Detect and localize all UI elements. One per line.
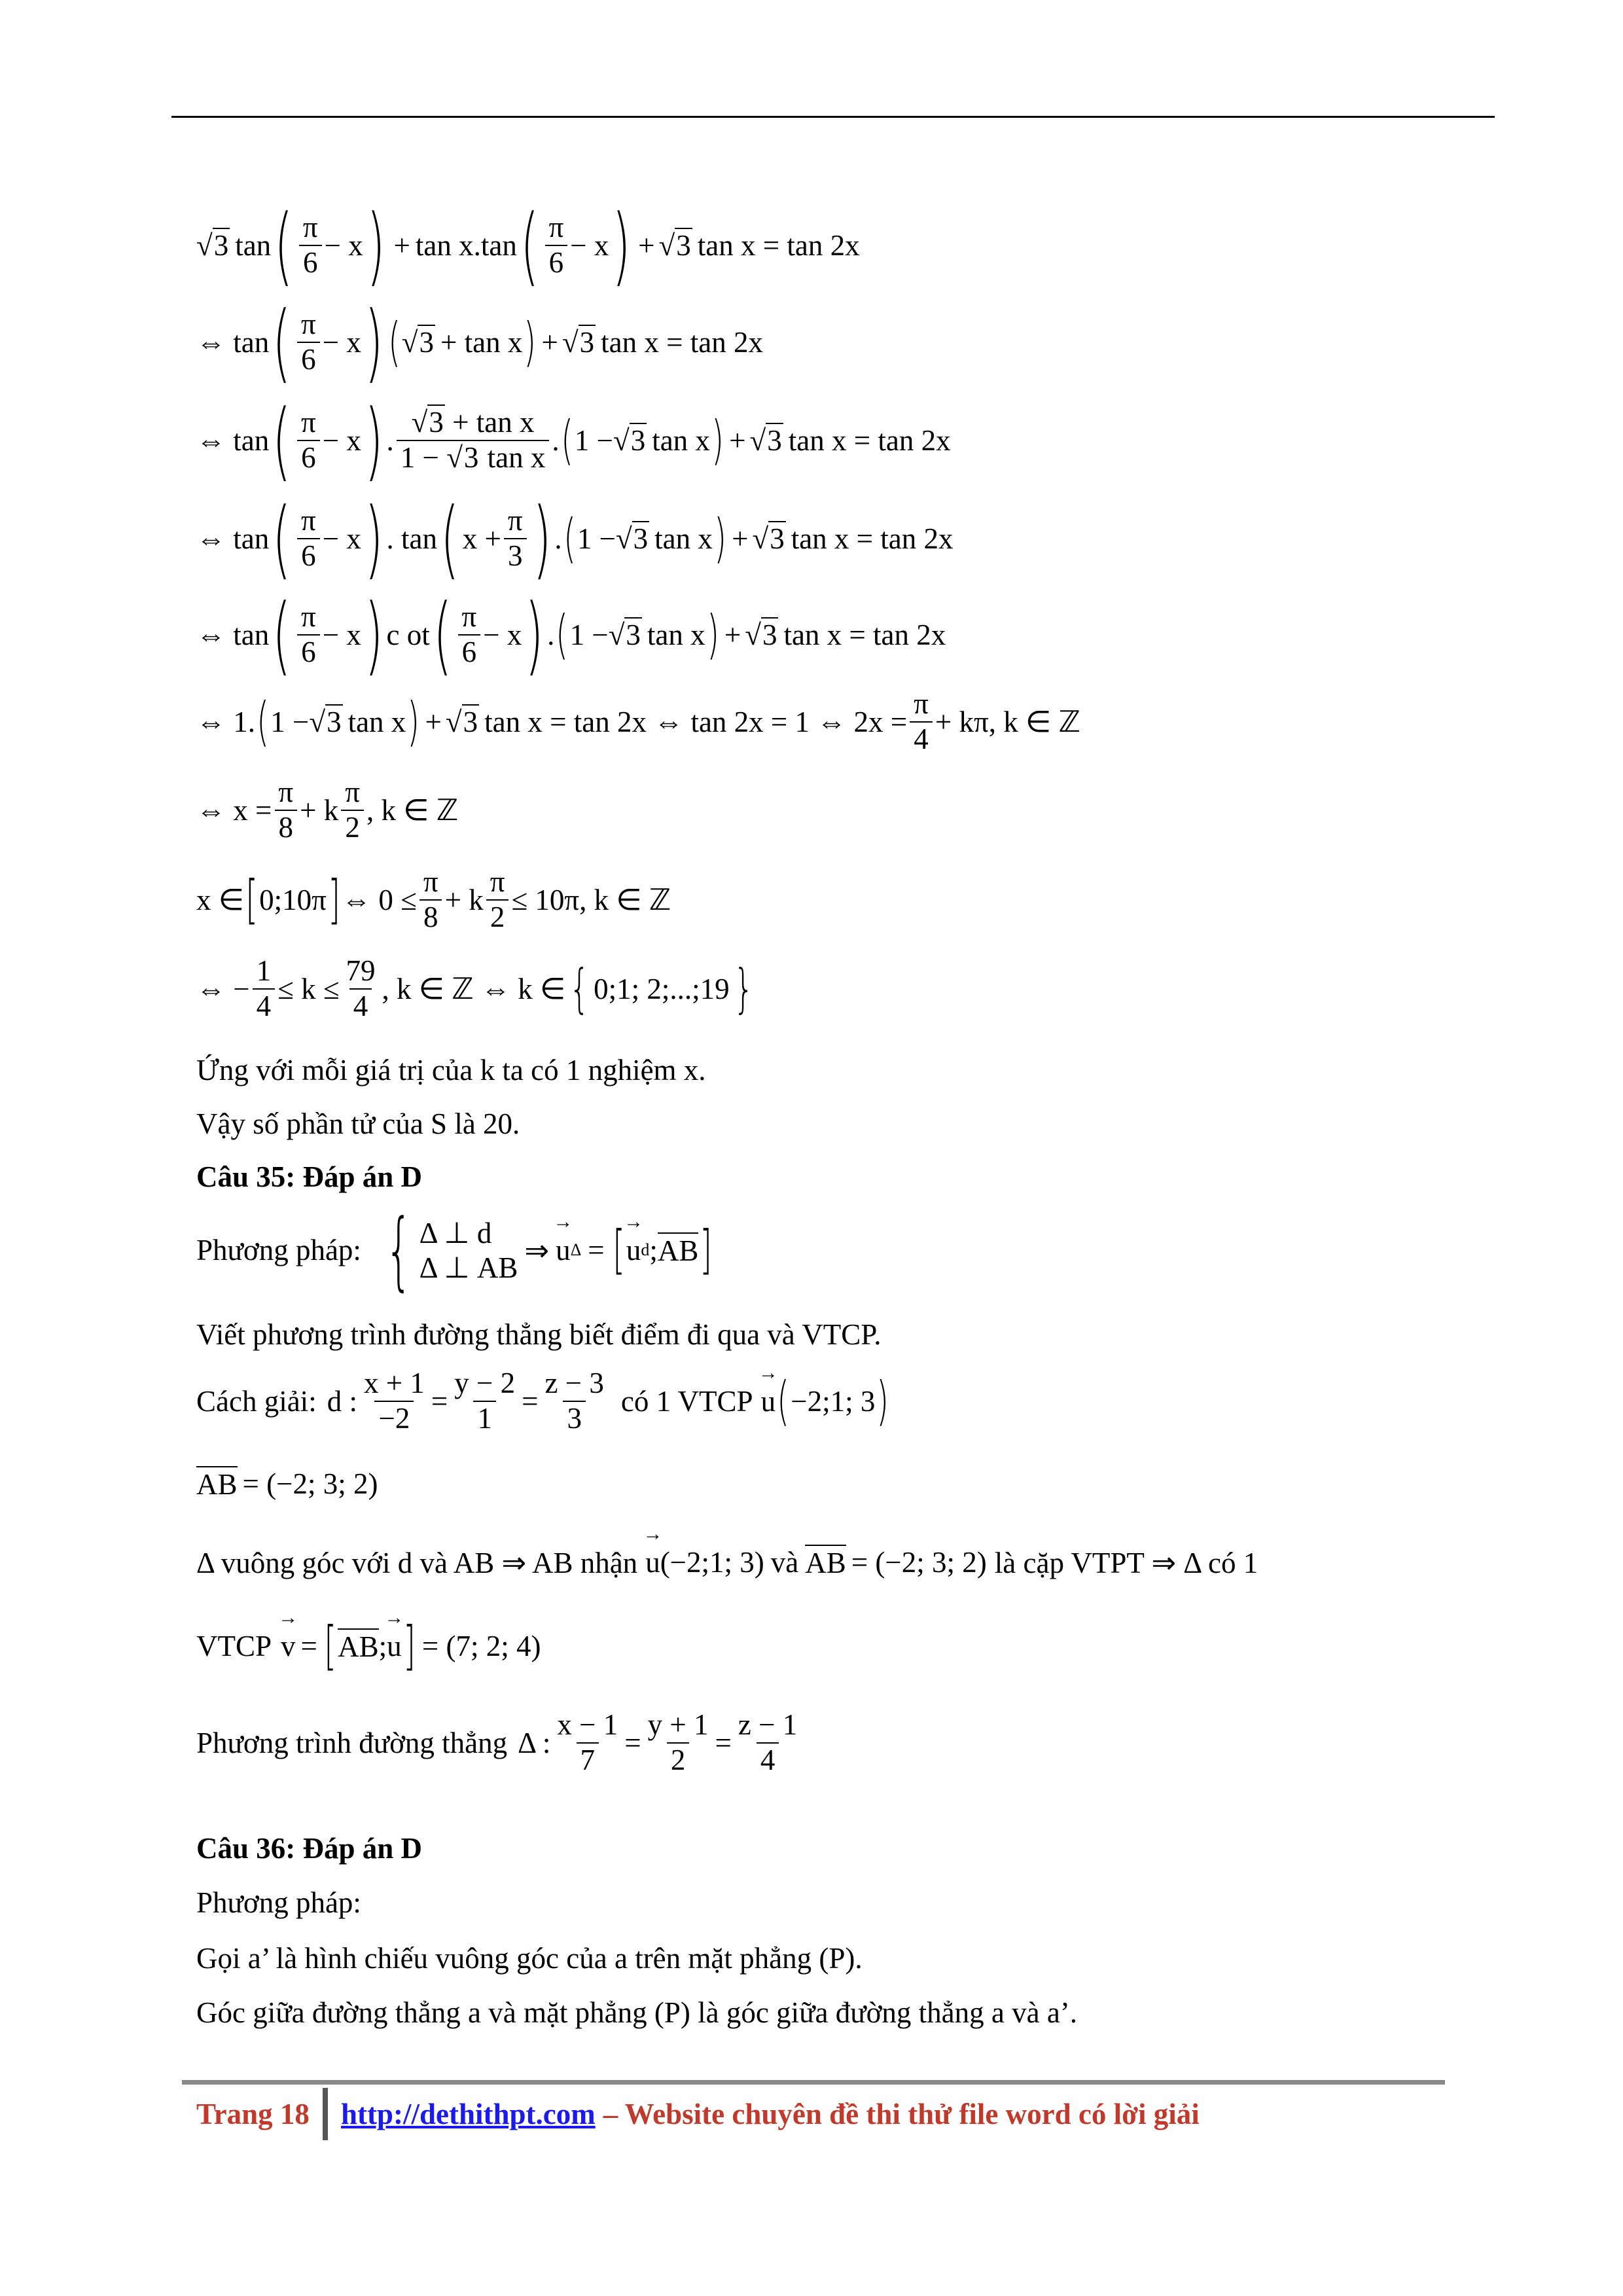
q35-vtcp-line: VTCP → v = [ AB ; → u ] = (7; 2; 4) [196, 1620, 541, 1672]
q35-perp-line: Δ vuông góc với d và AB ⇒ AB nhận → u (−2;1; 3) và AB = (−2; 3; 2) là cặp VTPT ⇒ Δ có 1 [196, 1545, 1258, 1580]
q35-solution-line: Cách giải: d : $\frac{x + 1}{-2}$ = $\frac{y - 2}{1}$ = $\frac{z - 3}{3}$ có 1 VTCP → u ( −2;1; 3 ) [196, 1367, 891, 1436]
equation-line-7: ⇔ x = $\frac{\pi}{8}$ + k $\frac{\pi}{2}$ , k ∈ ℤ [196, 776, 459, 844]
footer-link[interactable]: http://dethithpt.com [340, 2098, 596, 2130]
equation-line-4: ⇔ tan ( $\frac{\pi}{6}$ − x ) . tan ( x + $\frac{\pi}{3}$ ) . ( 1 − √ 3 tan x ) + √ 3 tan x = tan 2x [196, 489, 954, 588]
q35-method-text: Viết phương trình đường thẳng biết điểm đi qua và VTCP. [196, 1318, 882, 1351]
paragraph-count-s: Vậy số phần tử của S là 20. [196, 1107, 520, 1140]
q35-method: Phương pháp: { Δ ⊥ d Δ ⊥ AB ⇒ → u Δ = [ → u d ; AB ] [196, 1208, 714, 1293]
q35-ab-vector: AB = (−2; 3; 2) [196, 1467, 378, 1501]
q36-method-label: Phương pháp: [196, 1886, 361, 1919]
top-rule [171, 116, 1495, 118]
equation-line-9: ⇔ − $\frac{1}{4}$ ≤ k ≤ $\frac{79}{4}$ , k ∈ ℤ ⇔ k ∈ { 0;1; 2;...;19 } [196, 954, 754, 1022]
page-number: Trang 18 [196, 2098, 310, 2130]
question-35-heading: Câu 35: Đáp án D [196, 1160, 423, 1193]
q35-final-equation: Phương trình đường thẳng Δ : $\frac{x - 1}{7}$ = $\frac{y + 1}{2}$ = $\frac{z - 1}{4}$ [196, 1708, 798, 1776]
q36-line-2: Góc giữa đường thẳng a và mặt phẳng (P) là góc giữa đường thẳng a và a’. [196, 1996, 1078, 2029]
q36-line-1: Gọi a’ là hình chiếu vuông góc của a trên mặt phẳng (P). [196, 1942, 863, 1975]
equation-line-1: √ 3 tan ( $\frac{\pi}{6}$ − x ) + tan x.tan ( $\frac{\pi}{6}$ − x ) + √ 3 tan x = tan 2x [196, 196, 860, 295]
question-36-heading: Câu 36: Đáp án D [196, 1832, 423, 1865]
equation-line-3: ⇔ tan ( $\frac{\pi}{6}$ − x ) . $\frac{\text{√3 + tan x}}{\text{1 − √3 tan x}}$ . ( 1 − √ 3 tan x ) + √ 3 tan x = tan 2x [196, 391, 951, 490]
page-footer [196, 2091, 1200, 2137]
equation-line-8: x ∈ [ 0;10π ] ⇔ 0 ≤ $\frac{\pi}{8}$ + k $\frac{\pi}{2}$ ≤ 10π, k ∈ ℤ [196, 865, 671, 933]
footer-tagline: – Website chuyên đề thi thử file word có lời giải [603, 2098, 1200, 2130]
equation-line-5: ⇔ tan ( $\frac{\pi}{6}$ − x ) c ot ( $\frac{\pi}{6}$ − x ) . ( 1 − √ 3 tan x ) + √ 3 tan x = tan 2x [196, 585, 946, 685]
footer-rule [182, 2080, 1445, 2085]
footer-separator [323, 2088, 328, 2140]
equation-line-6: ⇔ 1. ( 1 − √ 3 tan x ) + √ 3 tan x = tan 2x ⇔ tan 2x = 1 ⇔ 2x = $\frac{\pi}{4}$ + kπ, k ∈ ℤ [196, 687, 1080, 755]
paragraph-one-solution: Ứng với mỗi giá trị của k ta có 1 nghiệm x. [196, 1054, 706, 1086]
equation-line-2: ⇔ tan ( $\frac{\pi}{6}$ − x ) ( √ 3 + tan x ) + √ 3 tan x = tan 2x [196, 293, 763, 392]
